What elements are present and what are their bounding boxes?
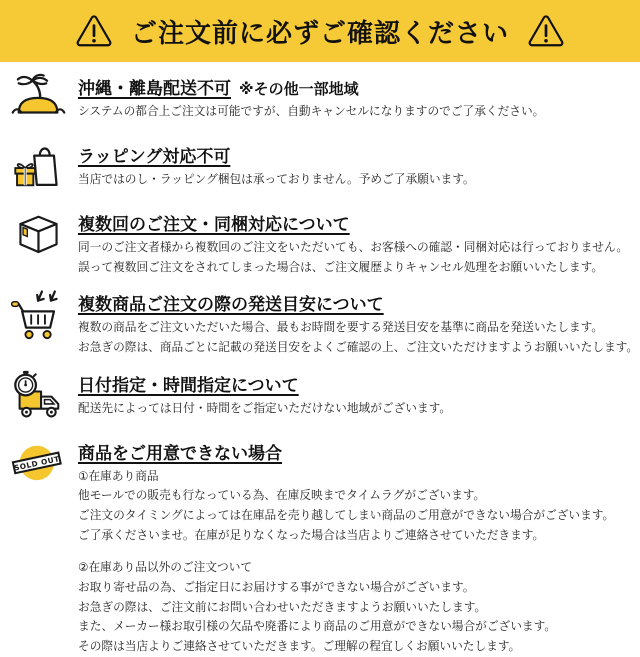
body-line: システムの都合上ご注文は可能ですが、自動キャンセルになりますのでご了承ください。 <box>78 104 545 118</box>
section-heading <box>78 290 636 315</box>
svg-text:SOLD OUT: SOLD OUT <box>12 453 61 473</box>
section-title: 沖縄・離島配送不可 <box>78 79 231 99</box>
section-heading <box>78 210 636 235</box>
body-line: お急ぎの際は、ご注文前にお問い合わせいただきますようお願いいたします。 <box>78 599 487 614</box>
section-body <box>78 102 636 122</box>
section-title: 商品をご用意できない場合 <box>78 443 282 464</box>
notice-section <box>10 209 636 277</box>
body-line: 他モールでの販売も行なっている為、在庫反映までタイムラグがございます。 <box>78 488 486 503</box>
warning-triangle-icon <box>527 13 565 49</box>
body-line: 同一のご注文者様から複数回のご注文をいただいても、お客様への確認・同梱対応は行っておりません。 <box>78 240 629 254</box>
body-line: その際は当店よりご連絡させていただきます。ご理解の程宜しくお願いいたします。 <box>78 638 521 653</box>
section-title-note: ※その他一部地域 <box>239 80 359 98</box>
cart-arrows-icon <box>10 289 66 345</box>
notice-section <box>10 370 636 426</box>
body-line: お取り寄せ品の為、ご指定日にお届けする事ができない場合がございます。 <box>78 579 475 594</box>
notice-section <box>10 141 636 197</box>
sold-out-stamp-icon <box>10 438 66 494</box>
banner-title: ご注文前に必ずご確認ください <box>130 18 509 49</box>
package-box-icon <box>10 209 66 265</box>
section-heading <box>78 439 636 464</box>
body-line: また、メーカー様お取引様の欠品や廃番により商品のご用意ができない場合がございます。 <box>78 619 557 634</box>
section-heading <box>78 74 636 99</box>
body-line: 複数の商品をご注文いただいた場合、最もお時間を要する発送目安を基準に商品を発送いたします。 <box>78 320 604 335</box>
section-body <box>78 170 636 190</box>
notice-section <box>10 438 636 657</box>
body-line: ①在庫あり商品 <box>78 468 159 483</box>
section-body <box>78 318 639 357</box>
section-heading <box>78 371 636 396</box>
body-line: 当店ではのし・ラッピング梱包は承っておりません。予めご了承願います。 <box>78 172 475 186</box>
confirm-before-order-banner <box>0 0 640 62</box>
body-line: ご了承くださいませ。在庫が足りなくなった場合は当店よりご連絡させていただきます。 <box>78 527 545 542</box>
body-line: お急ぎの際は、商品ごとに記載の発送目安をよくご確認の上、ご注文いただけますようお願いいたします。 <box>78 339 639 354</box>
notice-list <box>0 62 640 657</box>
gift-bag-icon <box>10 141 66 197</box>
section-title: 複数商品ご注文の際の発送目安について <box>78 295 384 316</box>
section-title: 日付指定・時間指定について <box>78 375 299 396</box>
section-title: 複数回のご注文・同梱対応について <box>78 215 350 235</box>
section-body <box>78 238 636 277</box>
body-spacer <box>78 545 636 558</box>
notice-section <box>10 289 639 357</box>
island-palm-icon <box>10 73 66 129</box>
body-line: ②在庫あり品以外のご注文ついて <box>78 560 253 575</box>
body-line: 配送先によっては日付・時間をご指定いただけない地域がございます。 <box>78 400 452 415</box>
body-line: 誤って複数回ご注文をされてしまった場合は、ご注文履歴よりキャンセル処理をお願いいたします。 <box>78 259 604 274</box>
truck-clock-icon <box>10 370 66 426</box>
section-body <box>78 467 636 657</box>
section-heading <box>78 142 636 167</box>
warning-triangle-icon <box>75 13 113 49</box>
section-body <box>78 399 636 419</box>
notice-section <box>10 73 636 129</box>
section-title: ラッピング対応不可 <box>78 147 231 167</box>
body-line: ご注文のタイミングによっては在庫品を売り越してしまい商品のご用意ができない場合がございます。 <box>78 507 615 522</box>
